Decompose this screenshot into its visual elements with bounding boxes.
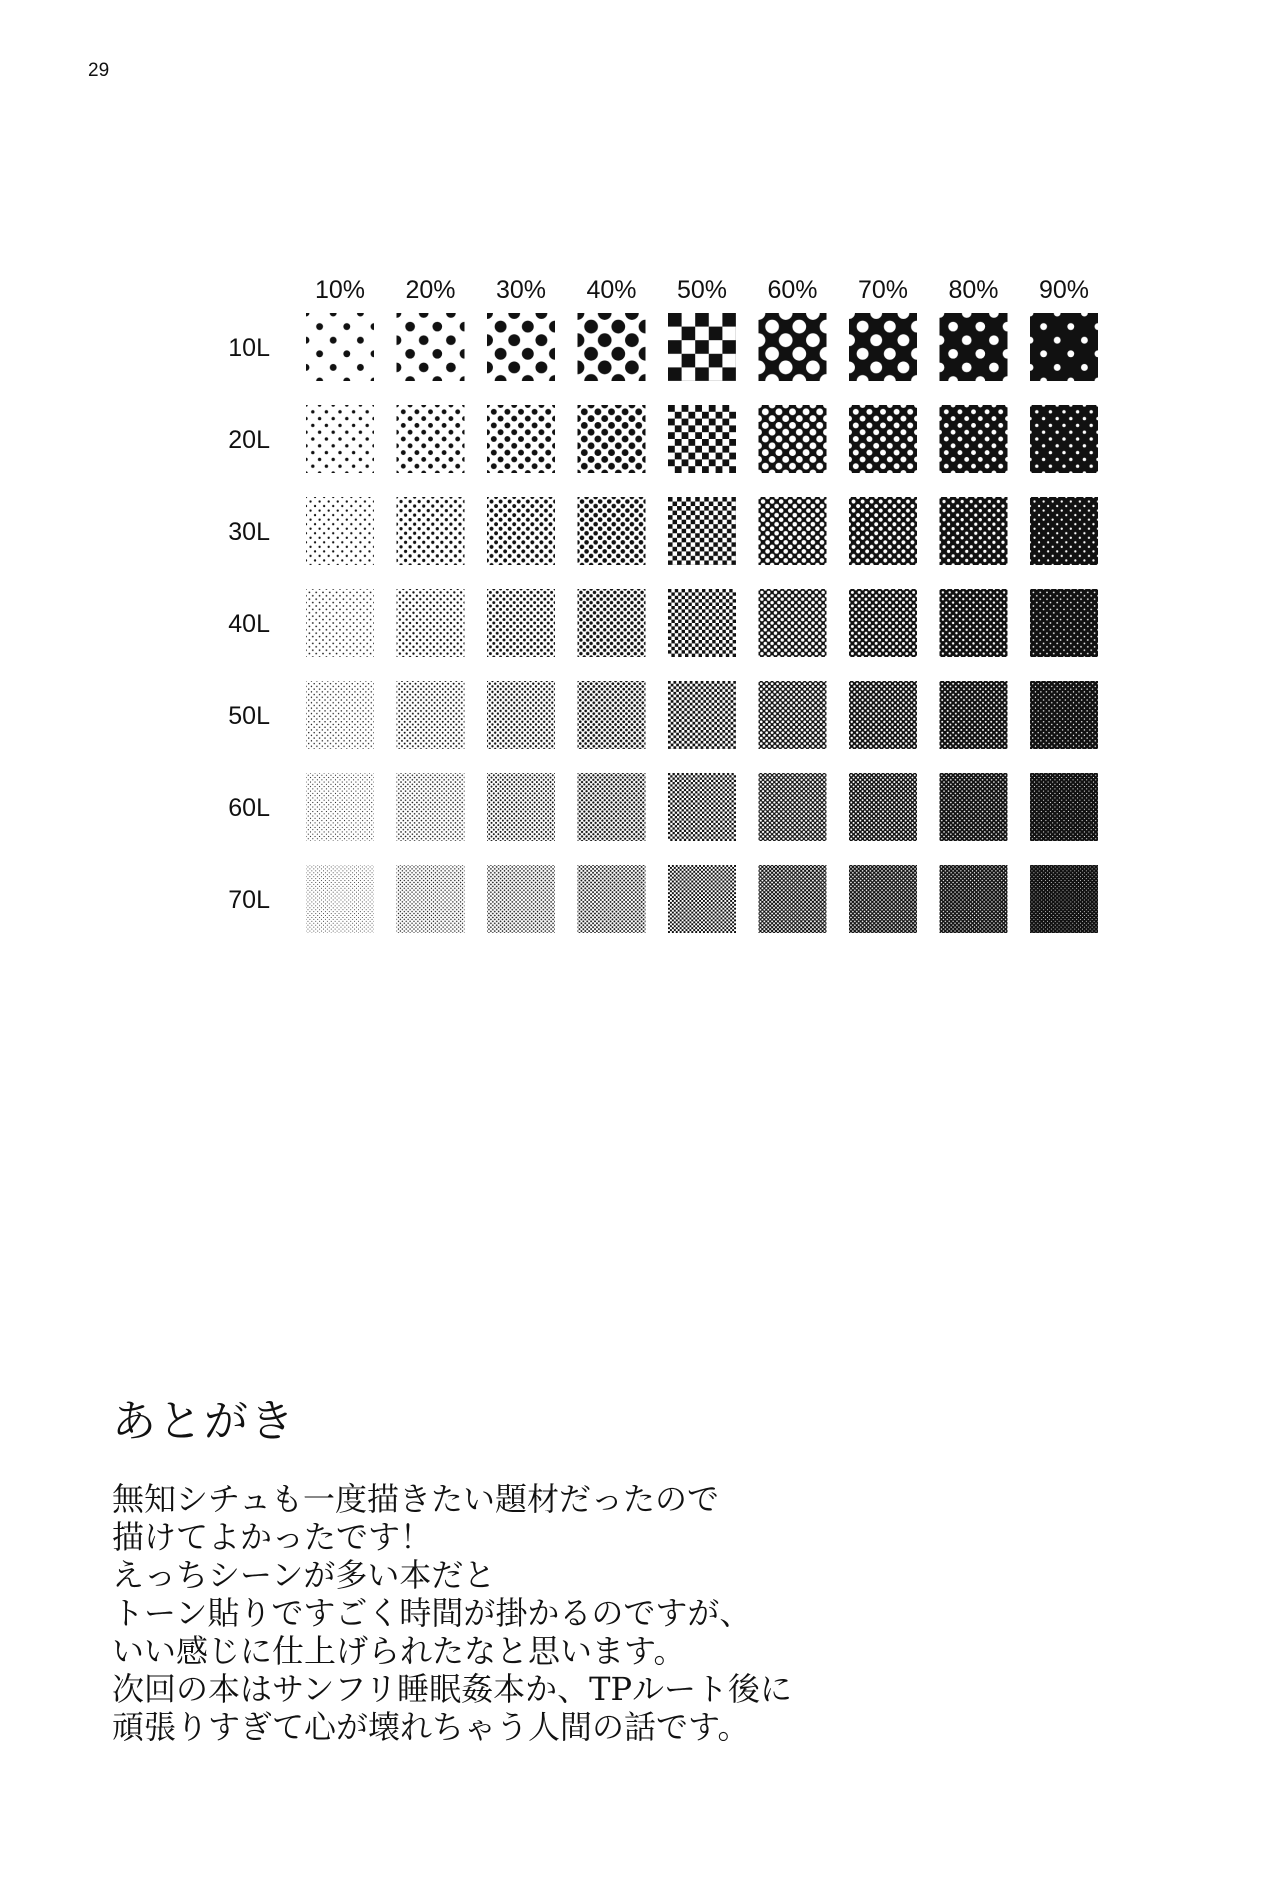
tone-swatch — [849, 589, 917, 657]
column-header: 10% — [314, 276, 366, 304]
tone-swatch — [1030, 773, 1098, 841]
tone-swatch — [487, 313, 555, 381]
tone-swatch — [578, 865, 646, 933]
column-headers — [315, 276, 1089, 304]
column-header: 50% — [676, 276, 728, 304]
column-header: 60% — [767, 276, 818, 304]
tone-swatch — [940, 681, 1008, 749]
tone-swatch — [397, 313, 465, 381]
tone-swatch — [759, 313, 827, 381]
tone-swatch — [306, 405, 374, 473]
tone-swatch — [397, 405, 465, 473]
row-header: 60L — [228, 794, 270, 822]
tone-swatch — [306, 589, 374, 657]
tone-swatch — [668, 405, 736, 473]
column-header: 20% — [405, 276, 456, 304]
afterword-line: 無知シチュも一度描きたい題材だったので — [112, 1480, 720, 1518]
tone-swatch — [397, 865, 465, 933]
tone-swatch — [849, 681, 917, 749]
tone-swatch — [668, 589, 736, 657]
column-header: 90% — [1038, 276, 1090, 304]
tone-swatch — [940, 497, 1008, 565]
tone-swatch — [1030, 497, 1098, 565]
tone-swatch — [397, 773, 465, 841]
tone-swatch — [759, 405, 827, 473]
tone-swatch — [1030, 681, 1098, 749]
row-headers — [228, 334, 270, 914]
tone-swatch — [849, 405, 917, 473]
tone-swatch — [578, 589, 646, 657]
afterword-line: えっちシーンが多い本だと — [112, 1556, 496, 1594]
tone-swatch — [940, 865, 1008, 933]
tone-swatch — [397, 589, 465, 657]
tone-swatches — [306, 313, 1098, 933]
tone-swatch — [578, 313, 646, 381]
row-header: 50L — [228, 702, 270, 730]
tone-swatch — [668, 313, 736, 381]
tone-swatch — [849, 773, 917, 841]
row-header: 30L — [228, 518, 270, 546]
afterword-line: いい感じに仕上げられたなと思います。 — [112, 1632, 686, 1670]
tone-swatch — [306, 865, 374, 933]
row-header: 40L — [228, 610, 270, 638]
afterword-line: 頑張りすぎて心が壊れちゃう人間の話です。 — [112, 1708, 750, 1746]
tone-swatch — [759, 497, 827, 565]
afterword-line: 描けてよかったです！ — [112, 1518, 433, 1556]
tone-swatch — [940, 313, 1008, 381]
tone-swatch — [306, 497, 374, 565]
tone-swatch — [306, 681, 374, 749]
afterword-line: 次回の本はサンフリ睡眠姦本か、TPルート後に — [112, 1670, 792, 1708]
tone-swatch — [668, 773, 736, 841]
tone-swatch — [487, 865, 555, 933]
tone-swatch — [1030, 589, 1098, 657]
tone-swatch — [306, 313, 374, 381]
tone-swatch — [1030, 405, 1098, 473]
tone-swatch — [306, 773, 374, 841]
tone-swatch — [487, 681, 555, 749]
tone-swatch — [759, 773, 827, 841]
afterword-line: トーン貼りですごく時間が掛かるのですが、 — [112, 1594, 752, 1632]
row-header: 10L — [228, 334, 270, 362]
tone-swatch — [668, 497, 736, 565]
tone-swatch — [759, 865, 827, 933]
tone-swatch — [849, 865, 917, 933]
tone-swatch — [578, 681, 646, 749]
column-header: 80% — [948, 276, 999, 304]
tone-swatch — [940, 405, 1008, 473]
tone-swatch — [668, 865, 736, 933]
row-header: 20L — [228, 426, 270, 454]
tone-swatch — [1030, 865, 1098, 933]
tone-swatch — [849, 313, 917, 381]
tone-swatch — [397, 681, 465, 749]
tone-swatch — [1030, 313, 1098, 381]
column-header: 40% — [586, 276, 637, 304]
tone-swatch — [487, 497, 555, 565]
tone-swatch — [940, 589, 1008, 657]
tone-swatch — [487, 773, 555, 841]
tone-swatch — [487, 405, 555, 473]
tone-swatch — [487, 589, 555, 657]
tone-swatch — [940, 773, 1008, 841]
tone-swatch — [578, 773, 646, 841]
tone-swatch — [759, 589, 827, 657]
tone-swatch — [578, 405, 646, 473]
afterword-body — [112, 1480, 792, 1746]
tone-swatch — [668, 681, 736, 749]
tone-swatch — [849, 497, 917, 565]
column-header: 30% — [495, 276, 547, 304]
afterword-title: あとがき — [112, 1396, 296, 1447]
tone-swatch — [578, 497, 646, 565]
column-header: 70% — [857, 276, 909, 304]
page-number: 29 — [88, 60, 110, 81]
row-header: 70L — [228, 886, 270, 914]
tone-swatch — [759, 681, 827, 749]
tone-swatch — [397, 497, 465, 565]
